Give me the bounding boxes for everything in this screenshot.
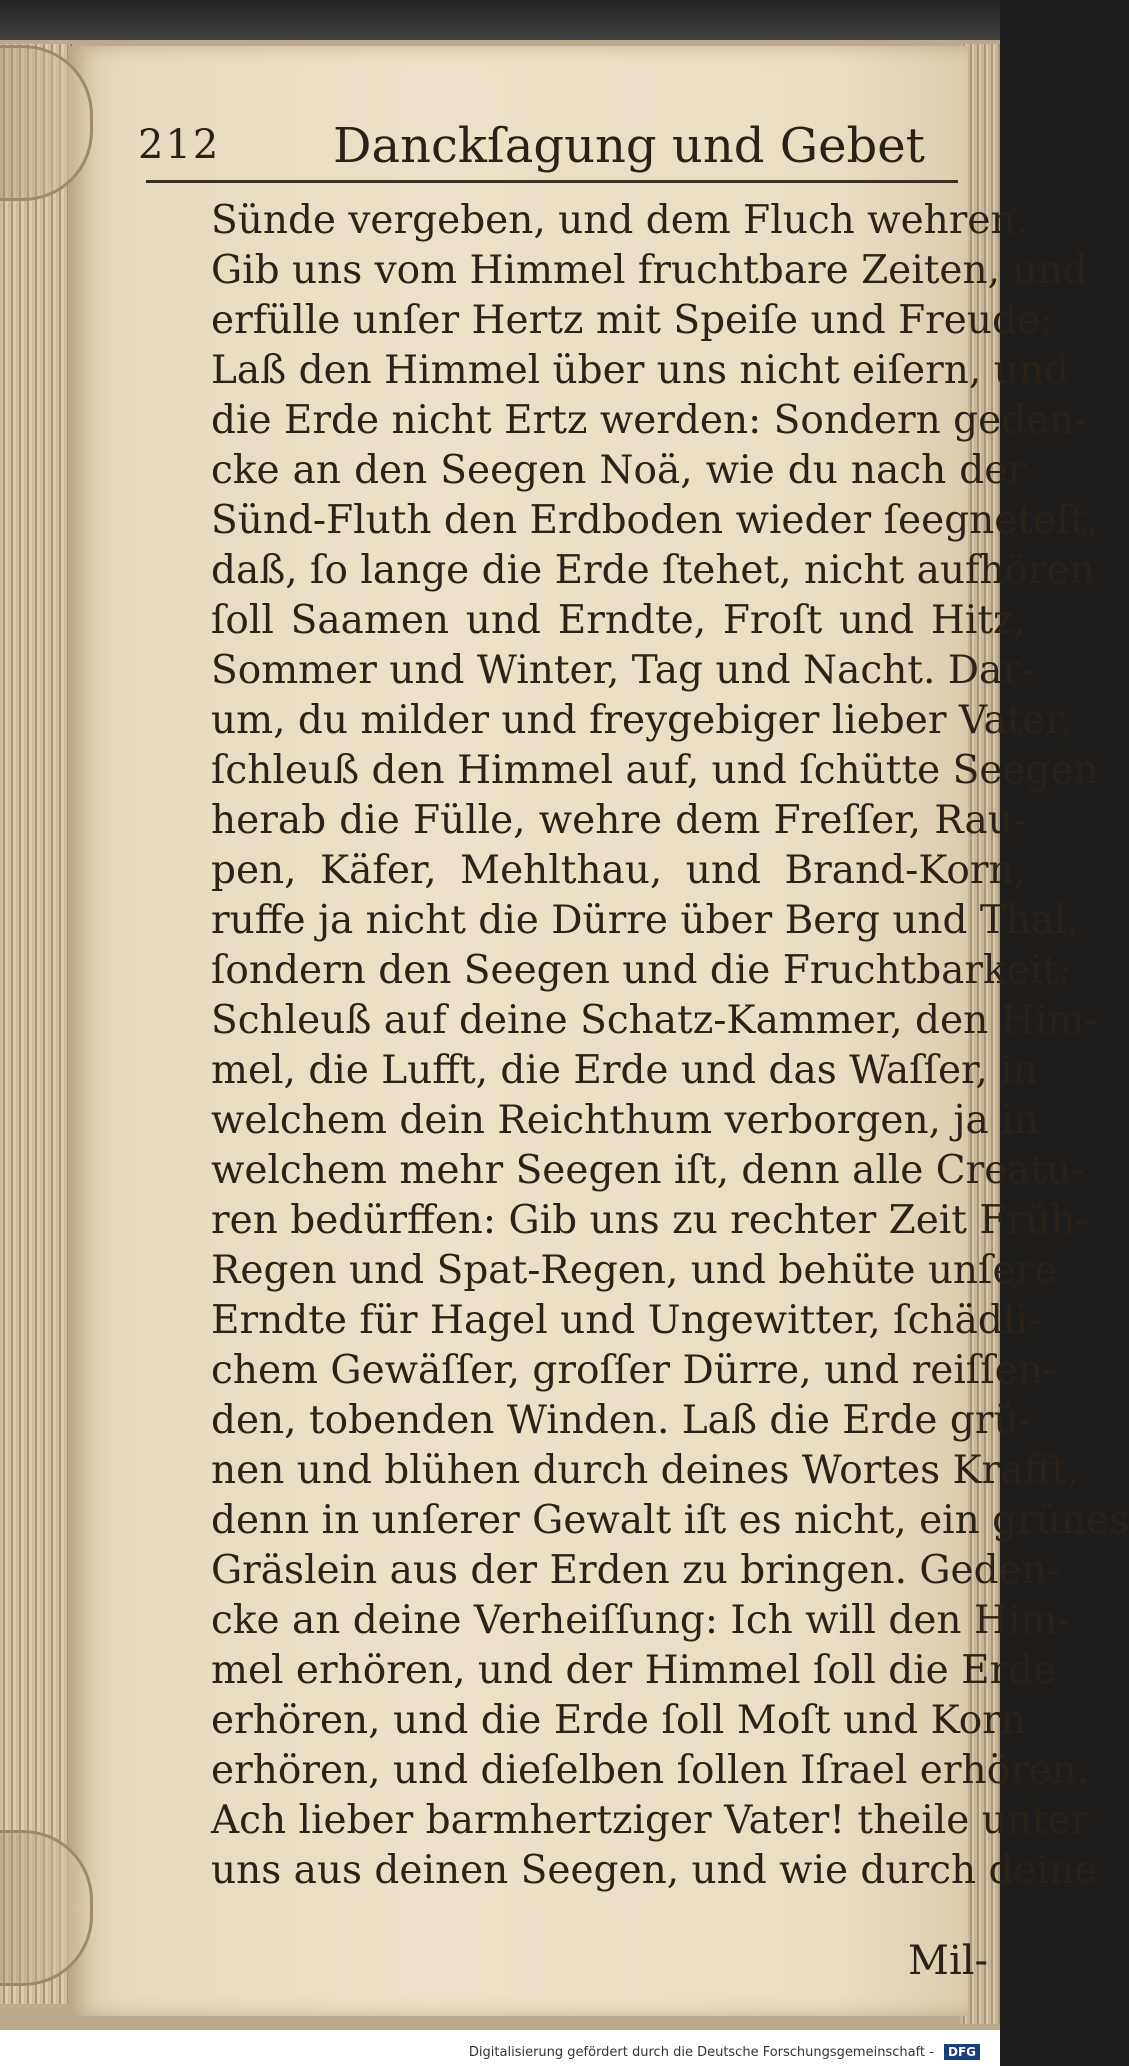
text-line: Schleuß auf deine Schatz-Kammer, den Him- (211, 998, 1098, 1043)
text-line: herab die Fülle, wehre dem Freſſer, Rau- (211, 798, 1026, 843)
digitization-footer (0, 2030, 1000, 2066)
funding-credit (469, 2044, 980, 2060)
text-line: chem Gewäſſer, groſſer Dürre, und reiſſen- (211, 1348, 1057, 1393)
text-line: mel, die Lufft, die Erde und das Waſſer, in (211, 1048, 1038, 1093)
text-line: nen und blühen durch deines Wortes Krafft, (211, 1448, 1080, 1493)
text-line: denn in unſerer Gewalt iſt es nicht, ein grünes (211, 1498, 1129, 1543)
text-line: Gräslein aus der Erden zu bringen. Geden- (211, 1548, 1060, 1593)
text-line: Gib uns vom Himmel fruchtbare Zeiten, und (211, 248, 1088, 293)
header-rule (146, 180, 958, 183)
text-line: ſchleuß den Himmel auf, und ſchütte Seegen (211, 748, 1099, 793)
page-number: 212 (138, 122, 221, 168)
funding-credit-text: Digitalisierung gefördert durch die Deutsche Forschungsgemeinschaft - (468, 2045, 934, 2060)
text-line: pen, Käfer, Mehlthau, und Brand-Korn, (211, 848, 1026, 893)
text-line: cke an den Seegen Noä, wie du nach der (211, 448, 1026, 493)
text-line: den, tobenden Winden. Laß die Erde grü- (211, 1398, 1032, 1443)
text-line: erfülle unſer Hertz mit Speiſe und Freude: (211, 298, 1054, 343)
running-title: Danckſagung und Gebet (333, 118, 925, 174)
text-line: daß, ſo lange die Erde ſtehet, nicht aufhören (211, 548, 1095, 593)
body-text (211, 196, 1129, 1896)
text-line: Sommer und Winter, Tag und Nacht. Dar- (211, 648, 1035, 693)
dfg-logo: DFG (944, 2044, 980, 2060)
text-line: ruffe ja nicht die Dürre über Berg und Thal, (211, 898, 1080, 943)
text-line: erhören, und die Erde ſoll Moſt und Korn (211, 1698, 1026, 1743)
text-line: ren bedürffen: Gib uns zu rechter Zeit Früh- (211, 1198, 1089, 1243)
page-edges-left (0, 44, 72, 2004)
text-line: welchem mehr Seegen iſt, denn alle Creatu- (211, 1148, 1085, 1193)
text-line: welchem dein Reichthum verborgen, ja in (211, 1098, 1039, 1143)
book-page (68, 46, 1129, 2016)
catchword: Mil- (908, 1938, 989, 1984)
text-line: Regen und Spat-Regen, und behüte unſere (211, 1248, 1058, 1293)
text-line: cke an deine Verheiſſung: Ich will den Him- (211, 1598, 1071, 1643)
text-line: Sünde vergeben, und dem Fluch wehren. (211, 198, 1029, 243)
text-line: erhören, und dieſelben ſollen Iſrael erhören. (211, 1748, 1090, 1793)
text-line: Sünd-Fluth den Erdboden wieder ſeegneteſt, (211, 498, 1099, 543)
text-line: mel erhören, und der Himmel ſoll die Erde (211, 1648, 1057, 1693)
text-line: Ach lieber barmhertziger Vater! theile unter (211, 1798, 1090, 1843)
text-line: ſondern den Seegen und die Fruchtbarkeit: (211, 948, 1072, 993)
text-line: ſoll Saamen und Erndte, Froſt und Hitz, (211, 598, 1026, 643)
text-line: um, du milder und freygebiger lieber Vater, (211, 698, 1073, 743)
text-line: uns aus deinen Seegen, und wie durch deine (211, 1848, 1098, 1893)
text-line: Erndte für Hagel und Ungewitter, ſchädli- (211, 1298, 1041, 1343)
text-line: Laß den Himmel über uns nicht eiſern, und (211, 348, 1069, 393)
text-line: die Erde nicht Ertz werden: Sondern geden- (211, 398, 1088, 443)
